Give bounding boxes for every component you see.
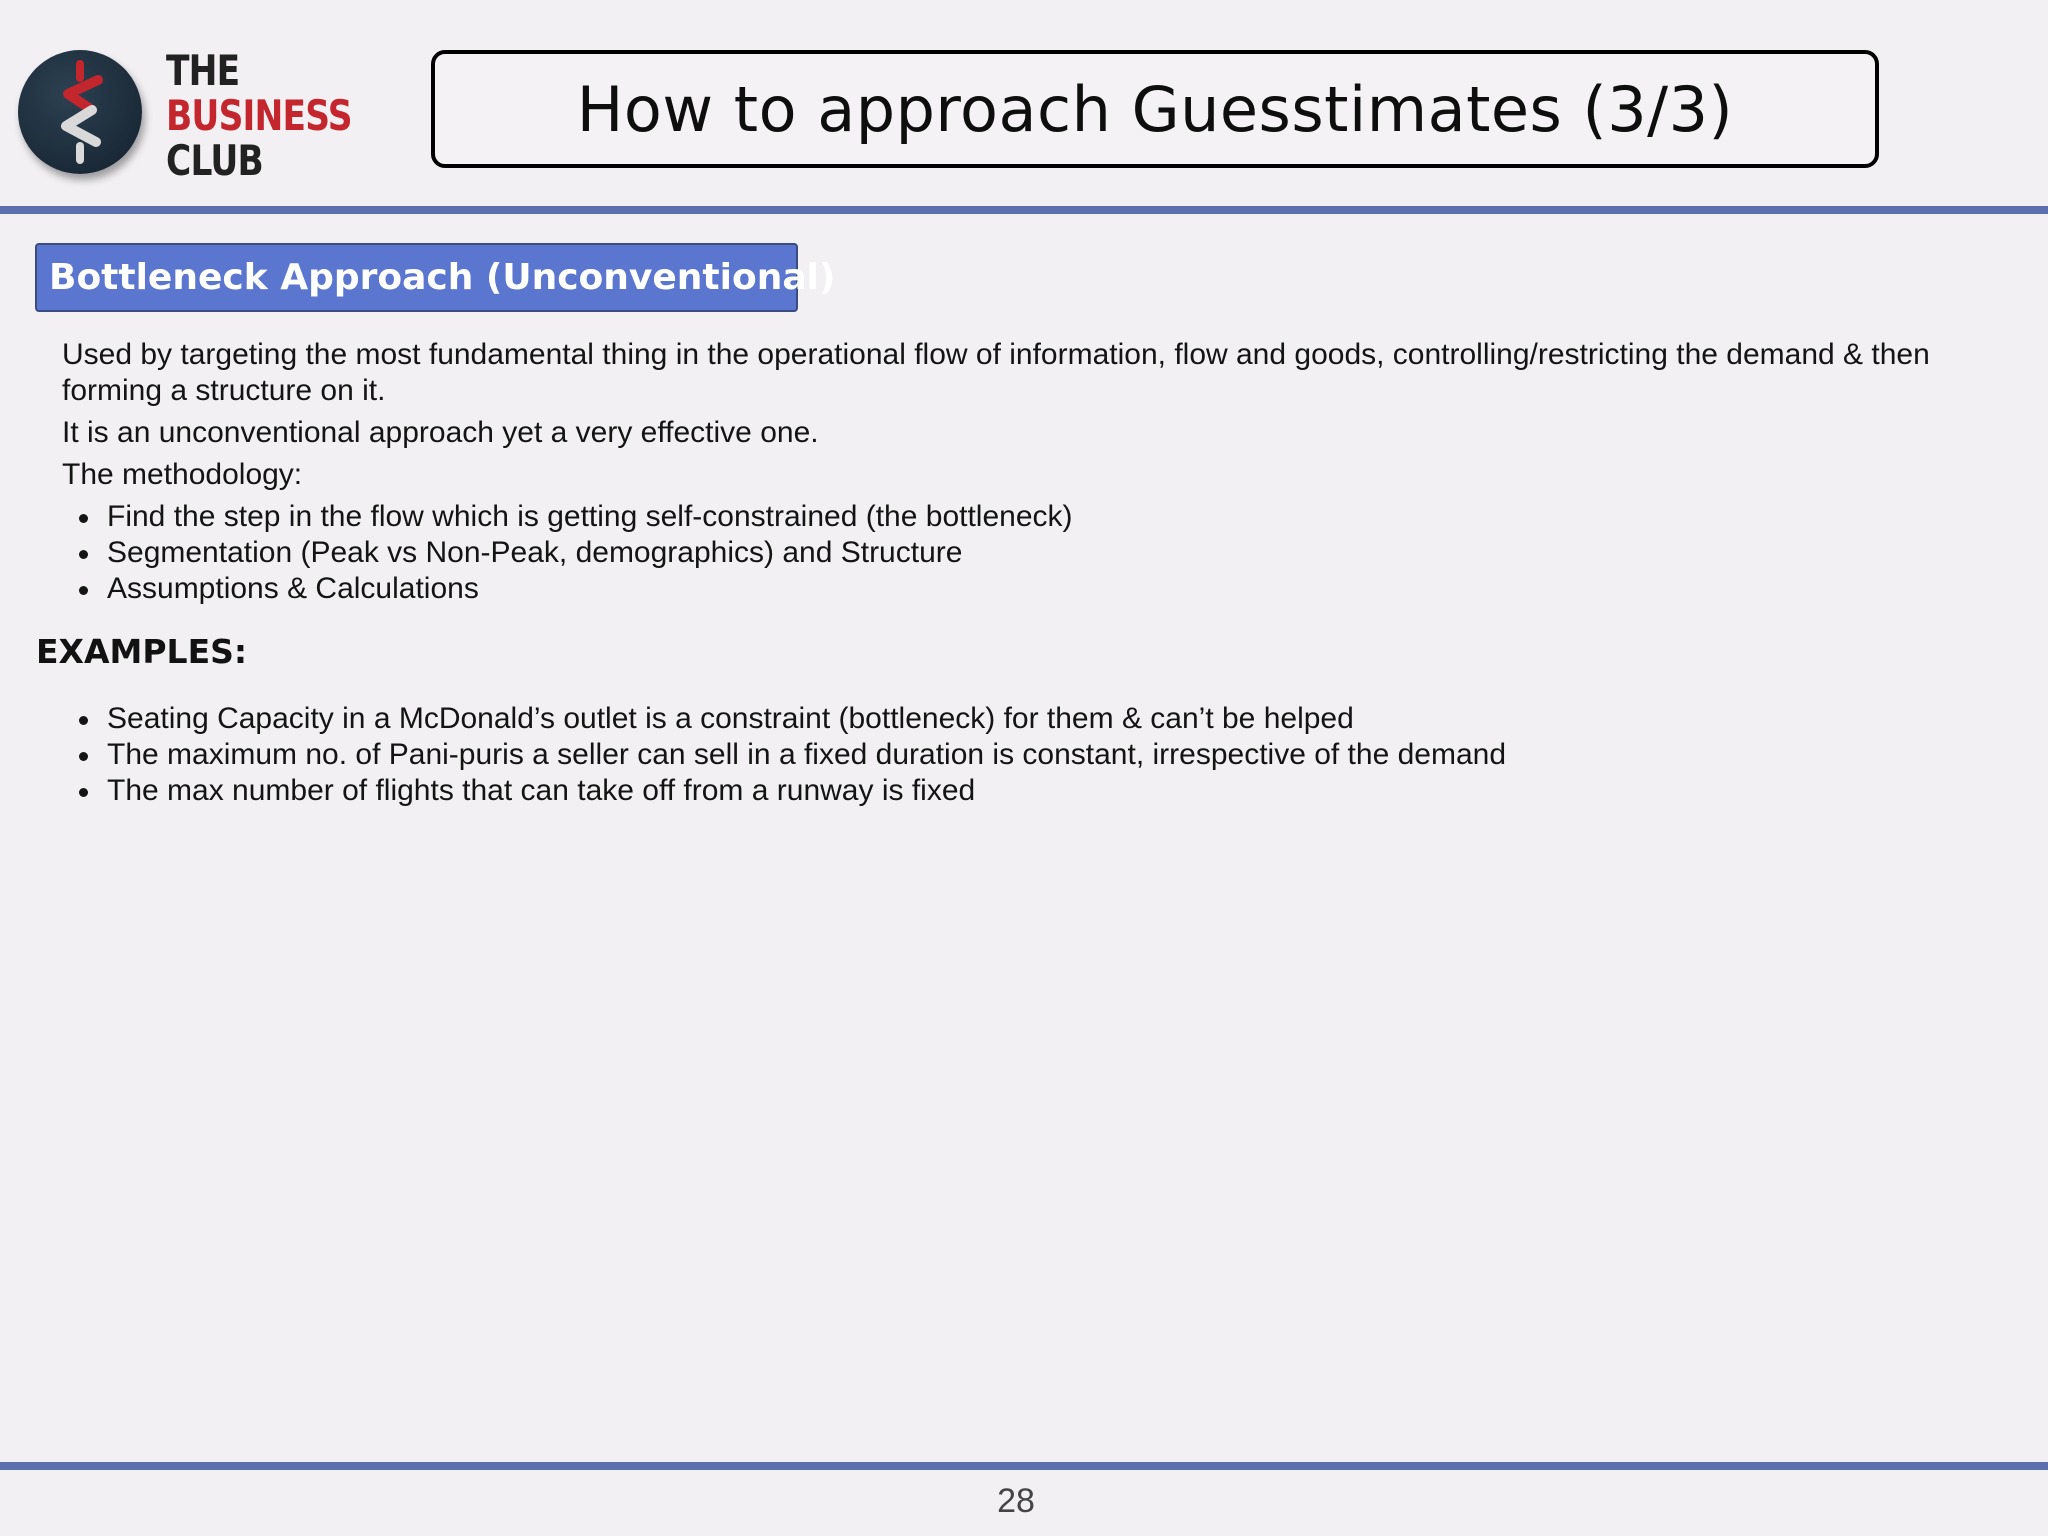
- list-item: [62, 535, 1992, 571]
- page-number: 28: [997, 1482, 1035, 1520]
- footer-divider: [0, 1462, 2048, 1470]
- page-title: How to approach Guesstimates (3/3): [576, 72, 1734, 146]
- bullet-icon: [79, 586, 88, 595]
- description-paragraph: It is an unconventional approach yet a very effective one.: [62, 416, 819, 449]
- bullet-icon: [79, 550, 88, 559]
- bullet-icon: [79, 514, 88, 523]
- examples-list: [62, 701, 1992, 809]
- list-item: [62, 773, 1992, 809]
- logo-line-the: THE: [166, 46, 240, 95]
- list-item-text: Segmentation (Peak vs Non-Peak, demographics) and Structure: [107, 536, 963, 569]
- logo-wordmark: [166, 48, 352, 183]
- business-club-logo: [18, 46, 352, 185]
- list-item-text: The maximum no. of Pani-puris a seller can sell in a fixed duration is constant, irrespective of the demand: [107, 738, 1507, 771]
- bullet-icon: [79, 716, 88, 725]
- section-label: Bottleneck Approach (Unconventional): [35, 243, 798, 312]
- list-item: [62, 737, 1992, 773]
- list-item-text: The max number of flights that can take off from a runway is fixed: [107, 774, 976, 807]
- list-item: [62, 571, 1992, 607]
- header-divider: [0, 206, 2048, 214]
- title-box: [431, 50, 1879, 168]
- list-item: [62, 701, 1992, 737]
- list-item-text: Find the step in the flow which is getting self-constrained (the bottleneck): [107, 500, 1073, 533]
- dollar-emblem-icon: [18, 50, 142, 174]
- methodology-list: [62, 499, 1992, 607]
- logo-line-club: CLUB: [166, 136, 263, 185]
- bullet-icon: [79, 788, 88, 797]
- list-item-text: Assumptions & Calculations: [107, 572, 479, 605]
- examples-heading: EXAMPLES:: [36, 632, 248, 671]
- bullet-icon: [79, 752, 88, 761]
- methodology-heading: The methodology:: [62, 458, 303, 491]
- list-item: [62, 499, 1992, 535]
- section-body: [62, 337, 1992, 607]
- list-item-text: Seating Capacity in a McDonald’s outlet is a constraint (bottleneck) for them & can’t be helped: [107, 702, 1354, 735]
- logo-line-business: BUSINESS: [166, 91, 352, 140]
- examples-section: [62, 701, 1992, 809]
- description-paragraph: Used by targeting the most fundamental thing in the operational flow of information, flow and goods, controlling/restricting the demand & then forming a structure on it.: [62, 338, 1930, 407]
